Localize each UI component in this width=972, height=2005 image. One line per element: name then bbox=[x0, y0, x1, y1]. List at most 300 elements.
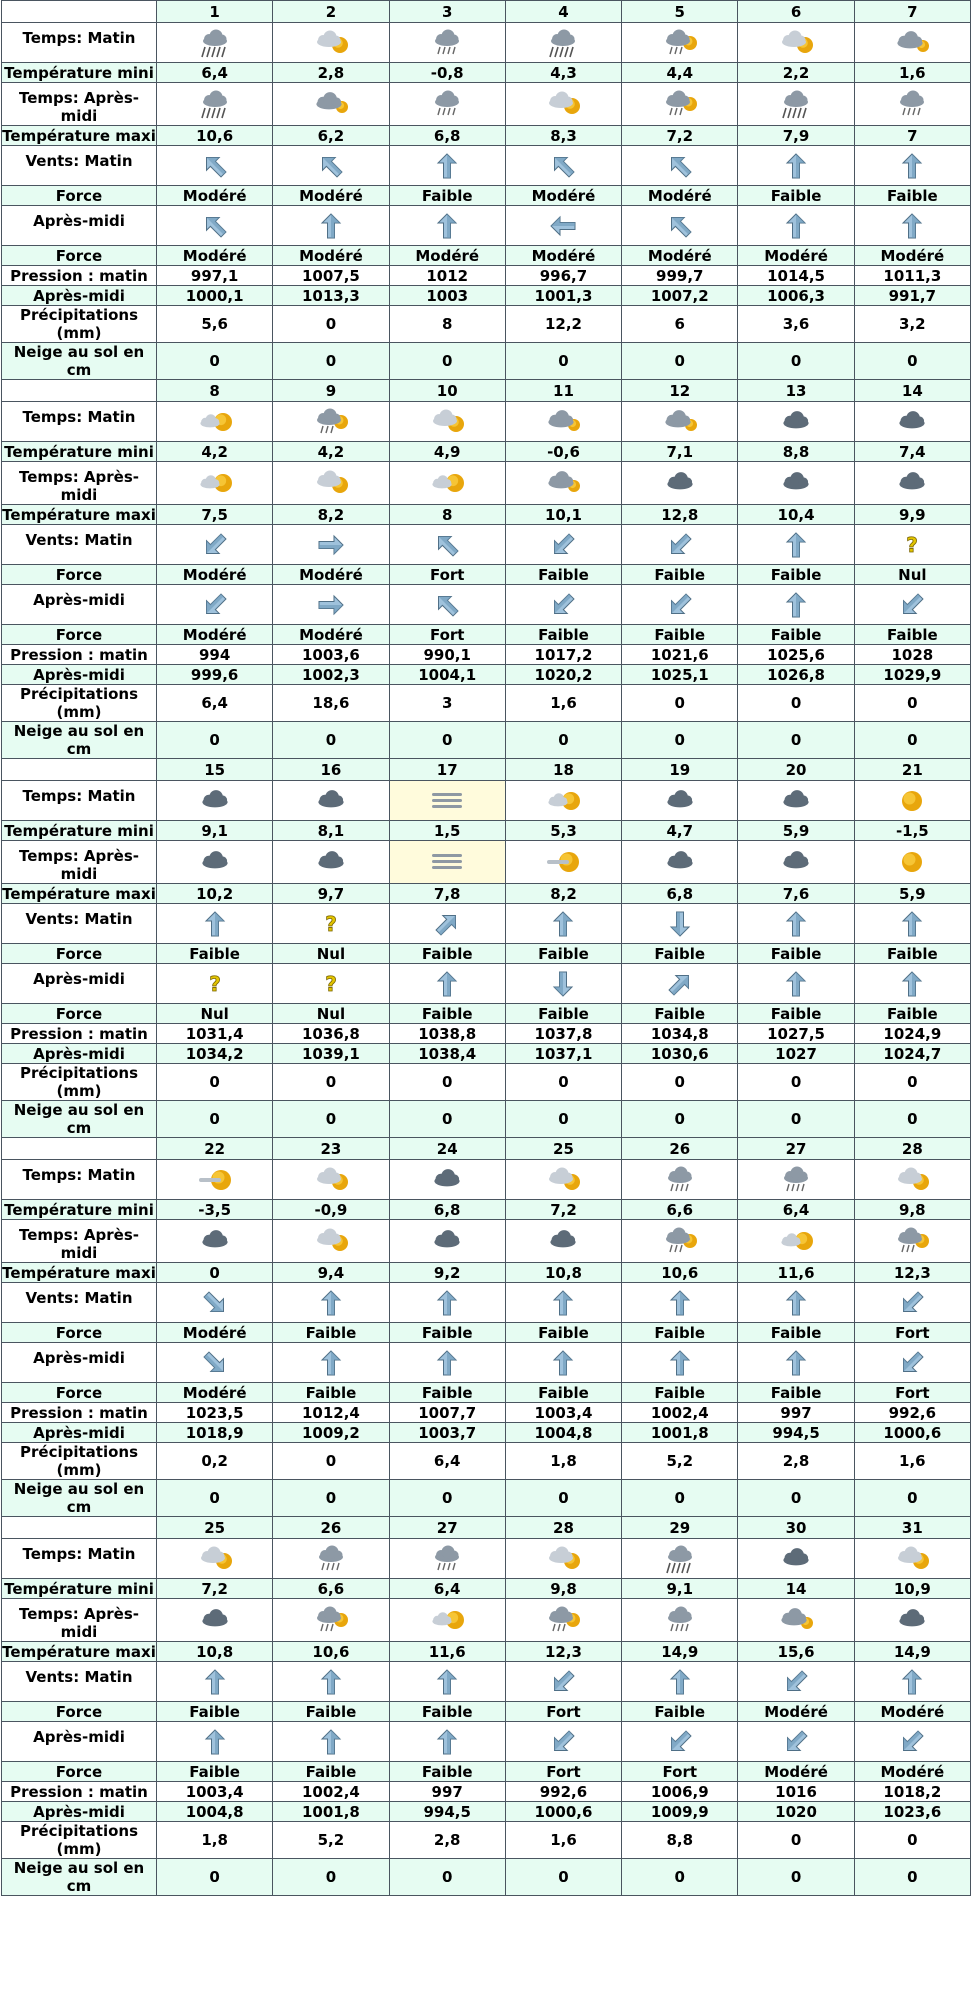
weather-cell bbox=[854, 462, 970, 505]
snow-depth-row bbox=[2, 1859, 971, 1896]
pressure-afternoon-value: 1003,7 bbox=[389, 1423, 505, 1443]
wind-arrow-nw-icon bbox=[622, 151, 737, 181]
wind-force-morning-value: Modéré bbox=[157, 186, 273, 206]
day-number: 20 bbox=[738, 759, 854, 781]
snow-depth-row bbox=[2, 1480, 971, 1517]
day-number: 25 bbox=[505, 1138, 621, 1160]
pressure-morning-value: 997 bbox=[738, 1403, 854, 1423]
snow-depth-value: 0 bbox=[273, 343, 389, 380]
day-number: 23 bbox=[273, 1138, 389, 1160]
heavy-rain-icon bbox=[506, 27, 621, 59]
wind-arrow-sw-icon bbox=[855, 1288, 970, 1318]
weather-cell bbox=[273, 462, 389, 505]
wind-force-afternoon-value: Faible bbox=[622, 1004, 738, 1024]
row-label-pressure-afternoon: Après-midi bbox=[2, 1044, 157, 1064]
weather-cell bbox=[273, 1160, 389, 1200]
pressure-morning-value: 1007,5 bbox=[273, 266, 389, 286]
heavy-rain-icon bbox=[157, 27, 272, 59]
wind-cell bbox=[622, 146, 738, 186]
temperature-value: 6,4 bbox=[157, 63, 273, 83]
row-label-pressure-afternoon: Après-midi bbox=[2, 1802, 157, 1822]
row-label-wind-morning: Vents: Matin bbox=[2, 904, 157, 944]
pressure-morning-value: 994 bbox=[157, 645, 273, 665]
pressure-afternoon-value: 1037,1 bbox=[505, 1044, 621, 1064]
cloud-sun-icon bbox=[506, 467, 621, 499]
temperature-value: 15,6 bbox=[738, 1642, 854, 1662]
wind-cell bbox=[854, 1343, 970, 1383]
wind-cell bbox=[273, 904, 389, 944]
day-number: 29 bbox=[622, 1517, 738, 1539]
day-number: 27 bbox=[389, 1517, 505, 1539]
wind-force-morning-value: Faible bbox=[505, 565, 621, 585]
precipitation-value: 8,8 bbox=[622, 1822, 738, 1859]
svg-text:?: ? bbox=[208, 971, 221, 996]
pressure-afternoon-row bbox=[2, 665, 971, 685]
wind-arrow-nw-icon bbox=[622, 211, 737, 241]
wind-arrow-n-icon bbox=[390, 1727, 505, 1757]
day-number: 16 bbox=[273, 759, 389, 781]
snow-depth-value: 0 bbox=[157, 1101, 273, 1138]
wind-force-afternoon-value: Faible bbox=[389, 1383, 505, 1403]
cloudy-icon bbox=[390, 1164, 505, 1196]
wind-force-morning-value: Modéré bbox=[157, 565, 273, 585]
precipitation-value: 3,2 bbox=[854, 306, 970, 343]
wind-force-morning-value: Fort bbox=[389, 565, 505, 585]
row-label-pressure-afternoon: Après-midi bbox=[2, 286, 157, 306]
temperature-value: 4,2 bbox=[273, 442, 389, 462]
precipitation-value: 6 bbox=[622, 306, 738, 343]
row-label-wind-morning: Vents: Matin bbox=[2, 1662, 157, 1702]
day-number: 11 bbox=[505, 380, 621, 402]
pressure-morning-value: 1021,6 bbox=[622, 645, 738, 665]
wind-arrow-n-icon bbox=[855, 909, 970, 939]
snow-depth-value: 0 bbox=[157, 1859, 273, 1896]
precipitation-value: 2,8 bbox=[389, 1822, 505, 1859]
temp-min-row bbox=[2, 442, 971, 462]
wind-arrow-s-icon bbox=[506, 969, 621, 999]
wind-cell bbox=[273, 964, 389, 1004]
wind-arrow-n-icon bbox=[390, 151, 505, 181]
weather-morning-row bbox=[2, 1160, 971, 1200]
wind-cell bbox=[738, 1662, 854, 1702]
rain-icon bbox=[622, 1604, 737, 1636]
day-number: 13 bbox=[738, 380, 854, 402]
precipitation-value: 0 bbox=[622, 685, 738, 722]
snow-depth-value: 0 bbox=[273, 722, 389, 759]
wind-force-morning-value: Modéré bbox=[854, 1702, 970, 1722]
wind-force-afternoon-value: Faible bbox=[505, 625, 621, 645]
temperature-value: 8,8 bbox=[738, 442, 854, 462]
wind-arrow-sw-icon bbox=[157, 590, 272, 620]
wind-force-afternoon-value: Fort bbox=[622, 1762, 738, 1782]
wind-force-afternoon-value: Modéré bbox=[273, 246, 389, 266]
weather-cell bbox=[854, 1220, 970, 1263]
sun-cloud-icon bbox=[738, 1225, 853, 1257]
wind-arrow-nw-icon bbox=[390, 530, 505, 560]
snow-depth-value: 0 bbox=[622, 1859, 738, 1896]
corner-cell bbox=[2, 1, 157, 23]
wind-force-afternoon-row bbox=[2, 625, 971, 645]
precipitation-value: 0 bbox=[854, 685, 970, 722]
pressure-morning-value: 1024,9 bbox=[854, 1024, 970, 1044]
wind-arrow-n-icon bbox=[273, 1667, 388, 1697]
wind-force-morning-value: Modéré bbox=[622, 186, 738, 206]
precipitation-value: 8 bbox=[389, 306, 505, 343]
cloudy-icon bbox=[738, 785, 853, 817]
temperature-value: 7,6 bbox=[738, 884, 854, 904]
snow-depth-value: 0 bbox=[157, 1480, 273, 1517]
weather-cell bbox=[622, 83, 738, 126]
precipitation-value: 0 bbox=[738, 685, 854, 722]
row-label-precip: Précipitations (mm) bbox=[2, 1822, 157, 1859]
snow-depth-row bbox=[2, 1101, 971, 1138]
row-label-wind-morning: Vents: Matin bbox=[2, 1283, 157, 1323]
weather-cell bbox=[854, 781, 970, 821]
day-number: 14 bbox=[854, 380, 970, 402]
day-header-row bbox=[2, 1138, 971, 1160]
precipitation-value: 1,8 bbox=[157, 1822, 273, 1859]
wind-force-morning-value: Fort bbox=[854, 1323, 970, 1343]
wind-afternoon-row bbox=[2, 1343, 971, 1383]
wind-arrow-n-icon bbox=[273, 1348, 388, 1378]
temperature-value: 7,4 bbox=[854, 442, 970, 462]
wind-cell bbox=[854, 525, 970, 565]
question-mark-icon bbox=[273, 970, 388, 998]
pressure-afternoon-row bbox=[2, 1423, 971, 1443]
row-label-force: Force bbox=[2, 625, 157, 645]
sun-icon bbox=[855, 846, 970, 878]
wind-force-morning-value: Faible bbox=[738, 186, 854, 206]
wind-cell bbox=[157, 525, 273, 565]
cloudy-icon bbox=[390, 1225, 505, 1257]
corner-cell bbox=[2, 759, 157, 781]
snow-depth-value: 0 bbox=[622, 722, 738, 759]
snow-depth-value: 0 bbox=[854, 1859, 970, 1896]
snow-depth-value: 0 bbox=[505, 1101, 621, 1138]
wind-cell bbox=[273, 585, 389, 625]
pressure-morning-value: 1025,6 bbox=[738, 645, 854, 665]
wind-cell bbox=[505, 585, 621, 625]
snow-depth-value: 0 bbox=[738, 722, 854, 759]
weather-cell bbox=[505, 402, 621, 442]
wind-cell bbox=[157, 146, 273, 186]
precipitation-value: 3 bbox=[389, 685, 505, 722]
wind-force-morning-value: Faible bbox=[389, 186, 505, 206]
wind-force-morning-value: Modéré bbox=[505, 186, 621, 206]
snow-depth-value: 0 bbox=[389, 1480, 505, 1517]
temperature-value: 9,2 bbox=[389, 1263, 505, 1283]
wind-arrow-e-icon bbox=[273, 590, 388, 620]
wind-force-afternoon-value: Modéré bbox=[622, 246, 738, 266]
wind-arrow-n-icon bbox=[390, 969, 505, 999]
row-label-weather-afternoon: Temps: Après-midi bbox=[2, 1220, 157, 1263]
wind-arrow-se-icon bbox=[157, 1348, 272, 1378]
weather-cell bbox=[622, 1160, 738, 1200]
sun-rain-icon bbox=[273, 1604, 388, 1636]
weather-cell bbox=[738, 1160, 854, 1200]
pressure-morning-row bbox=[2, 645, 971, 665]
temperature-value: 10,6 bbox=[157, 126, 273, 146]
wind-arrow-n-icon bbox=[738, 969, 853, 999]
wind-cell bbox=[273, 525, 389, 565]
wind-cell bbox=[389, 1722, 505, 1762]
wind-cell bbox=[738, 1283, 854, 1323]
svg-text:?: ? bbox=[325, 911, 337, 936]
row-label-force: Force bbox=[2, 565, 157, 585]
wind-morning-row bbox=[2, 146, 971, 186]
wind-cell bbox=[622, 1722, 738, 1762]
wind-cell bbox=[622, 904, 738, 944]
corner-cell bbox=[2, 380, 157, 402]
wind-cell bbox=[157, 904, 273, 944]
pressure-morning-value: 996,7 bbox=[505, 266, 621, 286]
temperature-value: 9,8 bbox=[505, 1579, 621, 1599]
temperature-value: 5,3 bbox=[505, 821, 621, 841]
day-number: 28 bbox=[505, 1517, 621, 1539]
temperature-value: -0,8 bbox=[389, 63, 505, 83]
weather-cell bbox=[854, 402, 970, 442]
weather-cell bbox=[389, 841, 505, 884]
wind-force-morning-value: Faible bbox=[389, 944, 505, 964]
pressure-morning-value: 1037,8 bbox=[505, 1024, 621, 1044]
cloudy-icon bbox=[855, 1604, 970, 1636]
temperature-value: 4,7 bbox=[622, 821, 738, 841]
wind-arrow-sw-icon bbox=[157, 530, 272, 560]
wind-afternoon-row bbox=[2, 1722, 971, 1762]
pressure-morning-value: 1007,7 bbox=[389, 1403, 505, 1423]
wind-arrow-nw-icon bbox=[157, 211, 272, 241]
wind-force-afternoon-value: Faible bbox=[505, 1383, 621, 1403]
weather-afternoon-row bbox=[2, 1599, 971, 1642]
wind-arrow-n-icon bbox=[738, 211, 853, 241]
temperature-value: -1,5 bbox=[854, 821, 970, 841]
temperature-value: 10,8 bbox=[157, 1642, 273, 1662]
pressure-morning-value: 1031,4 bbox=[157, 1024, 273, 1044]
weather-cell bbox=[389, 1539, 505, 1579]
row-label-temp-max: Température maxi bbox=[2, 1642, 156, 1661]
pressure-afternoon-row bbox=[2, 1802, 971, 1822]
wind-cell bbox=[622, 525, 738, 565]
wind-force-afternoon-value: Modéré bbox=[157, 246, 273, 266]
weather-morning-row bbox=[2, 781, 971, 821]
temperature-value: 8,1 bbox=[273, 821, 389, 841]
temp-min-row bbox=[2, 1200, 971, 1220]
row-label-force: Force bbox=[2, 246, 157, 266]
weather-cell bbox=[273, 1599, 389, 1642]
wind-force-afternoon-value: Faible bbox=[738, 1383, 854, 1403]
wind-force-morning-value: Faible bbox=[738, 944, 854, 964]
day-number: 12 bbox=[622, 380, 738, 402]
precipitation-value: 0 bbox=[622, 1064, 738, 1101]
pressure-morning-value: 1002,4 bbox=[622, 1403, 738, 1423]
wind-force-morning-value: Faible bbox=[505, 944, 621, 964]
sun-cloud-icon bbox=[390, 1604, 505, 1636]
wind-cell bbox=[854, 146, 970, 186]
row-label-pressure-morning: Pression : matin bbox=[2, 1782, 157, 1802]
precipitation-value: 0 bbox=[738, 1822, 854, 1859]
weather-cell bbox=[273, 1220, 389, 1263]
row-label-weather-afternoon: Temps: Après-midi bbox=[2, 1599, 157, 1642]
temperature-value: 6,8 bbox=[389, 126, 505, 146]
wind-arrow-n-icon bbox=[622, 1288, 737, 1318]
temperature-value: 8 bbox=[389, 505, 505, 525]
weather-cell bbox=[622, 1539, 738, 1579]
temperature-value: 12,3 bbox=[854, 1263, 970, 1283]
wind-arrow-sw-icon bbox=[506, 1727, 621, 1757]
wind-arrow-e-icon bbox=[273, 530, 388, 560]
snow-depth-value: 0 bbox=[622, 343, 738, 380]
wind-cell bbox=[854, 964, 970, 1004]
temperature-value: 6,2 bbox=[273, 126, 389, 146]
weather-cell bbox=[854, 1160, 970, 1200]
wind-arrow-sw-icon bbox=[738, 1667, 853, 1697]
wind-arrow-se-icon bbox=[157, 1288, 272, 1318]
wind-afternoon-row bbox=[2, 206, 971, 246]
weather-cell bbox=[854, 1539, 970, 1579]
weather-cell bbox=[389, 83, 505, 126]
wind-force-morning-value: Modéré bbox=[738, 1702, 854, 1722]
wind-force-morning-value: Modéré bbox=[273, 565, 389, 585]
rain-icon bbox=[390, 1543, 505, 1575]
weather-cell bbox=[738, 462, 854, 505]
precipitation-row bbox=[2, 306, 971, 343]
row-label-weather-afternoon: Temps: Après-midi bbox=[2, 462, 157, 505]
weather-afternoon-row bbox=[2, 462, 971, 505]
weather-cell bbox=[854, 1599, 970, 1642]
temperature-value: 11,6 bbox=[389, 1642, 505, 1662]
precipitation-value: 0 bbox=[738, 1064, 854, 1101]
wind-cell bbox=[389, 1662, 505, 1702]
wind-force-morning-value: Faible bbox=[738, 565, 854, 585]
wind-arrow-w-icon bbox=[506, 211, 621, 241]
weather-cell bbox=[854, 83, 970, 126]
pressure-afternoon-value: 1018,9 bbox=[157, 1423, 273, 1443]
weather-cell bbox=[622, 1220, 738, 1263]
wind-cell bbox=[389, 904, 505, 944]
pressure-afternoon-value: 1024,7 bbox=[854, 1044, 970, 1064]
pressure-afternoon-value: 991,7 bbox=[854, 286, 970, 306]
wind-force-afternoon-value: Faible bbox=[622, 1383, 738, 1403]
temperature-value: 6,6 bbox=[622, 1200, 738, 1220]
snow-depth-value: 0 bbox=[505, 1859, 621, 1896]
pressure-afternoon-value: 1029,9 bbox=[854, 665, 970, 685]
row-label-temp-max: Température maxi bbox=[2, 1263, 156, 1282]
pressure-morning-value: 992,6 bbox=[854, 1403, 970, 1423]
weather-cell bbox=[738, 841, 854, 884]
wind-arrow-nw-icon bbox=[273, 151, 388, 181]
weather-table-body bbox=[2, 1, 971, 1896]
snow-depth-value: 0 bbox=[157, 343, 273, 380]
weather-cell bbox=[622, 402, 738, 442]
temperature-value: 4,3 bbox=[505, 63, 621, 83]
wind-arrow-n-icon bbox=[506, 909, 621, 939]
row-label-wind-afternoon: Après-midi bbox=[2, 1343, 157, 1383]
snow-depth-row bbox=[2, 722, 971, 759]
day-number: 6 bbox=[738, 1, 854, 23]
row-label-wind-afternoon: Après-midi bbox=[2, 1722, 157, 1762]
wind-arrow-sw-icon bbox=[855, 1348, 970, 1378]
snow-depth-value: 0 bbox=[505, 343, 621, 380]
temperature-value: 6,4 bbox=[738, 1200, 854, 1220]
temperature-value: 9,1 bbox=[622, 1579, 738, 1599]
wind-cell bbox=[505, 525, 621, 565]
wind-force-morning-value: Faible bbox=[854, 186, 970, 206]
sun-rain-icon bbox=[622, 88, 737, 120]
row-label-precip: Précipitations (mm) bbox=[2, 685, 157, 722]
wind-force-morning-row bbox=[2, 1702, 971, 1722]
wind-force-afternoon-value: Modéré bbox=[738, 246, 854, 266]
day-number: 21 bbox=[854, 759, 970, 781]
snow-depth-value: 0 bbox=[854, 343, 970, 380]
pressure-afternoon-value: 1004,1 bbox=[389, 665, 505, 685]
pressure-afternoon-value: 1003 bbox=[389, 286, 505, 306]
precipitation-value: 0,2 bbox=[157, 1443, 273, 1480]
temperature-value: 10,6 bbox=[622, 1263, 738, 1283]
day-number: 26 bbox=[273, 1517, 389, 1539]
wind-force-morning-value: Faible bbox=[622, 1323, 738, 1343]
weather-cell bbox=[157, 781, 273, 821]
day-number: 2 bbox=[273, 1, 389, 23]
cloudy-icon bbox=[506, 1225, 621, 1257]
wind-arrow-n-icon bbox=[855, 151, 970, 181]
temp-max-row bbox=[2, 505, 971, 525]
cloudy-icon bbox=[157, 1225, 272, 1257]
question-mark-icon bbox=[157, 970, 272, 998]
wind-cell bbox=[273, 1662, 389, 1702]
pressure-afternoon-value: 1001,8 bbox=[622, 1423, 738, 1443]
day-number: 17 bbox=[389, 759, 505, 781]
temperature-value: 11,6 bbox=[738, 1263, 854, 1283]
day-number: 3 bbox=[389, 1, 505, 23]
heavy-rain-icon bbox=[157, 88, 272, 120]
day-number: 22 bbox=[157, 1138, 273, 1160]
wind-cell bbox=[854, 904, 970, 944]
wind-force-afternoon-value: Faible bbox=[738, 1004, 854, 1024]
day-header-row bbox=[2, 759, 971, 781]
weather-cell bbox=[157, 23, 273, 63]
wind-force-morning-value: Modéré bbox=[157, 1323, 273, 1343]
temperature-value: 7,5 bbox=[157, 505, 273, 525]
weather-cell bbox=[273, 841, 389, 884]
weather-cell bbox=[157, 462, 273, 505]
wind-force-afternoon-value: Modéré bbox=[738, 1762, 854, 1782]
wind-cell bbox=[738, 1722, 854, 1762]
wind-cell bbox=[273, 146, 389, 186]
wind-force-morning-value: Modéré bbox=[273, 186, 389, 206]
wind-arrow-sw-icon bbox=[855, 1727, 970, 1757]
pressure-afternoon-value: 1000,6 bbox=[854, 1423, 970, 1443]
pressure-afternoon-value: 1004,8 bbox=[157, 1802, 273, 1822]
weather-cell bbox=[157, 841, 273, 884]
svg-text:?: ? bbox=[325, 971, 337, 996]
wind-cell bbox=[505, 1343, 621, 1383]
snow-depth-row bbox=[2, 343, 971, 380]
row-label-wind-afternoon: Après-midi bbox=[2, 964, 157, 1004]
temp-max-row bbox=[2, 884, 971, 904]
weather-cell bbox=[854, 23, 970, 63]
precipitation-value: 0 bbox=[854, 1064, 970, 1101]
weather-cell bbox=[505, 1599, 621, 1642]
sun-rain-icon bbox=[622, 1225, 737, 1257]
wind-cell bbox=[389, 525, 505, 565]
pressure-afternoon-value: 1013,3 bbox=[273, 286, 389, 306]
row-label-temp-max: Température maxi bbox=[2, 126, 156, 145]
temperature-value: 8,3 bbox=[505, 126, 621, 146]
snow-depth-value: 0 bbox=[505, 722, 621, 759]
wind-force-morning-row bbox=[2, 1323, 971, 1343]
pressure-morning-value: 1036,8 bbox=[273, 1024, 389, 1044]
temperature-value: 6,8 bbox=[389, 1200, 505, 1220]
